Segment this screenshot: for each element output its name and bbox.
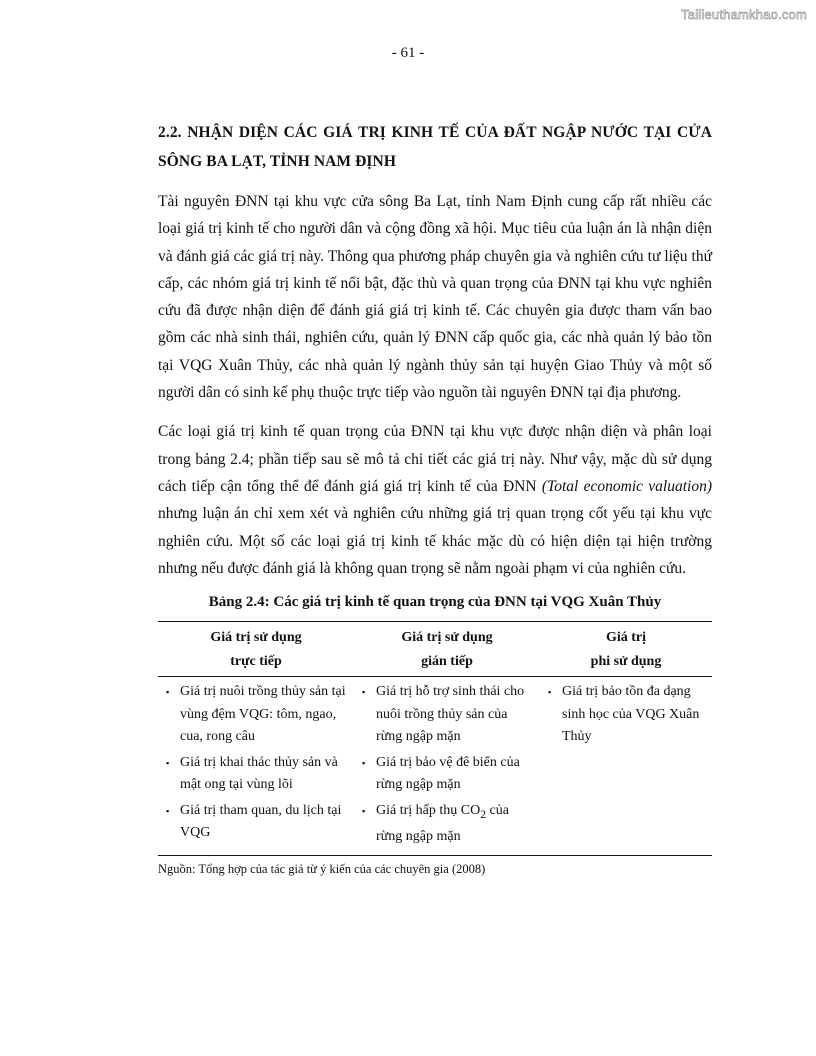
co2-text-after: của rừng ngập mặn [376,802,509,844]
list-item-text: Giá trị nuôi trồng thủy sản tại vùng đệm VQG: tôm, ngao, cua, rong câu [180,684,346,745]
list-item [362,800,534,849]
list-item [362,681,534,749]
header-non-use-line1: Giá trị [605,630,647,646]
list-item-text: Giá trị bảo tồn đa dạng sinh học của VQG Xuân Thủy [562,684,700,745]
list-item-text [376,800,534,849]
paragraph-2-italic: (Total economic valuation) [541,477,712,495]
bullet-icon: ▪ [362,757,366,768]
bullet-icon: ▪ [166,805,170,816]
list-item-text: Giá trị hỗ trợ sinh thái cho nuôi trồng thủy sản của rừng ngập mặn [376,684,525,745]
paragraph-2 [158,418,712,582]
watermark: Tailieuthamkhao.com [681,7,807,22]
header-indirect-use-line1: Giá trị sử dụng [401,630,493,646]
list-item-text: Giá trị khai thác thủy sản và mật ong tại vùng lõi [180,754,338,793]
list-item [166,681,348,749]
list-item [166,752,348,797]
bullet-icon: ▪ [362,805,366,816]
list-item [166,800,348,845]
bullet-icon: ▪ [166,757,170,768]
page-number: - 61 - [391,45,425,61]
table-header-row [158,622,712,677]
bullet-icon: ▪ [548,687,552,698]
table-source-note: Nguồn: Tổng hợp của tác giả từ ý kiến của các chuyên gia (2008) [158,862,486,877]
header-non-use [540,622,712,677]
document-body [158,118,712,877]
economic-values-table [158,621,712,856]
list-item [362,752,534,797]
list-item [548,681,706,749]
list-item-text: Giá trị bảo vệ đê biển của rừng ngập mặn [376,754,520,793]
list-item-text: Giá trị tham quan, du lịch tại VQG [180,802,342,841]
co2-subscript: 2 [480,807,487,821]
header-direct-use-line1: Giá trị sử dụng [210,630,302,646]
paragraph-2-start: Các loại giá trị kinh tế quan trọng của ĐNN tại khu vực được nhận diện và phân loại trong bảng 2.4; phần tiếp sau sẽ mô tả chi tiết các giá trị này. Như vậy, mặc dù sử dụng cách tiếp cận tổng thể để đánh giá giá trị kinh tế của ĐNN [158,423,712,495]
direct-use-cell [158,677,354,856]
co2-text-before: Giá trị hấp thụ CO [376,802,481,818]
table-caption: Bảng 2.4: Các giá trị kinh tế quan trọng của ĐNN tại VQG Xuân Thủy [208,594,662,611]
header-indirect-use [354,622,540,677]
table-row [158,677,712,856]
bullet-icon: ▪ [362,687,366,698]
header-direct-use-line2: trực tiếp [230,654,282,670]
paragraph-2-end: nhưng luận án chỉ xem xét và nghiên cứu những giá trị quan trọng cốt yếu tại khu vực nghiên cứu. Một số các loại giá trị kinh tế khác mặc dù có hiện diện tại hiện trường nhưng nếu được đánh giá là không quan trọng sẽ nằm ngoài phạm vi của nghiên cứu. [158,505,712,577]
header-non-use-line2: phi sử dụng [590,654,662,670]
section-heading: 2.2. NHẬN DIỆN CÁC GIÁ TRỊ KINH TẾ CỦA ĐẤT NGẬP NƯỚC TẠI CỬA SÔNG BA LẠT, TỈNH NAM ĐỊNH [158,124,712,170]
non-use-cell [540,677,712,856]
header-direct-use [158,622,354,677]
bullet-icon: ▪ [166,687,170,698]
paragraph-1: Tài nguyên ĐNN tại khu vực cửa sông Ba Lạt, tỉnh Nam Định cung cấp rất nhiều các loại giá trị kinh tế cho người dân và cộng đồng xã hội. Mục tiêu của luận án là nhận diện và đánh giá các giá trị này. Thông qua phương pháp chuyên gia và nghiên cứu tư liệu thứ cấp, các nhóm giá trị kinh tế nổi bật, đặc thù và quan trọng của ĐNN tại khu vực nghiên cứu đã được nhận diện để đánh giá giá trị kinh tế. Các chuyên gia được tham vấn bao gồm các nhà sinh thái, nghiên cứu, quản lý ĐNN cấp quốc gia, các nhà quản lý bảo tồn tại VQG Xuân Thủy, các nhà quản lý ngành thủy sản tại huyện Giao Thủy và một số người dân có sinh kế phụ thuộc trực tiếp vào nguồn tài nguyên ĐNN tại địa phương. [158,193,712,402]
header-indirect-use-line2: gián tiếp [421,654,473,670]
indirect-use-cell [354,677,540,856]
